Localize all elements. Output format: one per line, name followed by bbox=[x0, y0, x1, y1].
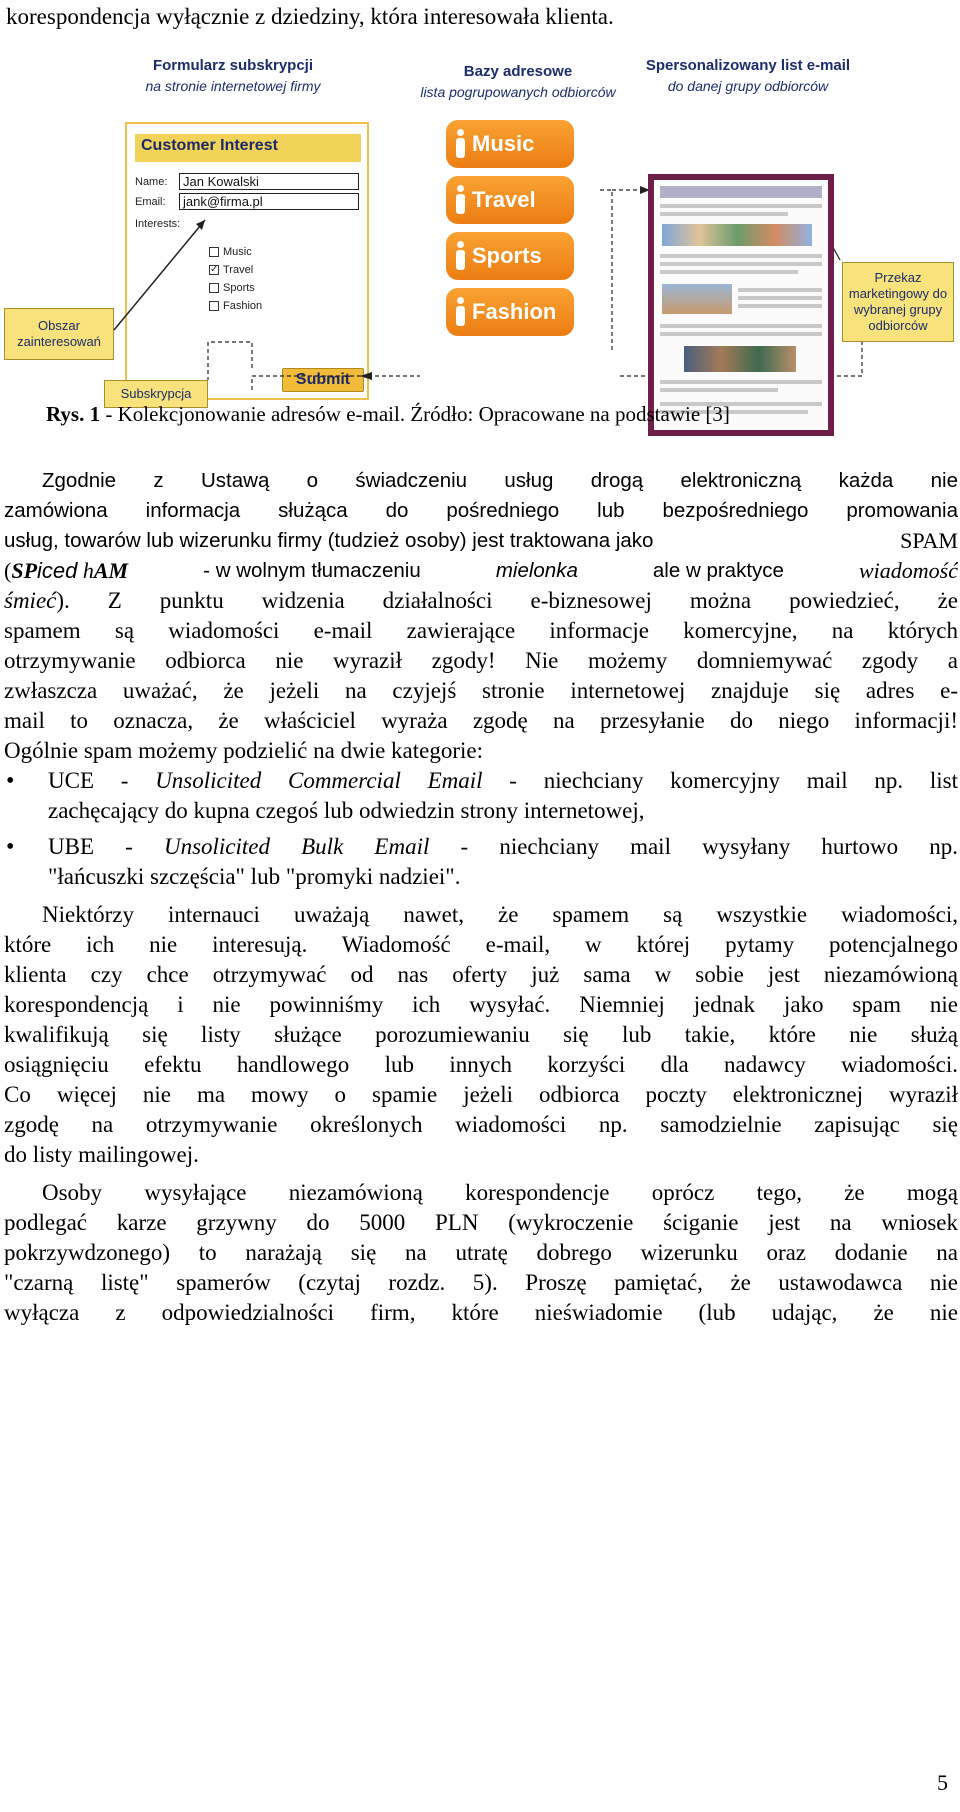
text-line: spamem są wiadomości e-mail zawierające informacje komercyjne, na których bbox=[4, 618, 958, 643]
text-line: podlegać karze grzywny do 5000 PLN (wykroczenie ściganie jest na wniosek bbox=[4, 1210, 958, 1235]
name-label: Name: bbox=[135, 176, 168, 188]
photo-strip-icon bbox=[684, 346, 796, 372]
person-icon bbox=[454, 129, 467, 159]
header-letter-sub: do danej grupy odbiorców bbox=[667, 78, 829, 94]
callout-area: Obszar zainteresowań bbox=[4, 308, 114, 360]
person-icon bbox=[454, 185, 467, 215]
text-line: zwłaszcza uważać, że jeżeli na czyjejś stronie internetowej znajduje się adres e- bbox=[4, 678, 958, 703]
list-item-cont: "łańcuszki szczęścia" lub "promyki nadziei". bbox=[48, 864, 461, 889]
text-line: osiągnięciu efektu handlowego lub innych korzyści dla nadawcy wiadomości. bbox=[4, 1052, 958, 1077]
text-line: korespondencja wyłącznie z dziedziny, która interesowała klienta. bbox=[6, 4, 614, 29]
text-line: wyłącza z odpowiedzialności firm, które nieświadomie (lub udając, że nie bbox=[4, 1300, 958, 1325]
text-line: "czarną listę" spamerów (czytaj rozdz. 5). Proszę pamiętać, że ustawodawca nie bbox=[4, 1270, 958, 1295]
caption-text: - Kolekcjonowanie adresów e-mail. Źródło: Opracowane na podstawie [3] bbox=[100, 402, 730, 426]
callout-marketing: Przekaz marketingowy do wybranej grupy odbiorców bbox=[842, 262, 954, 342]
figure-caption bbox=[46, 400, 926, 428]
text-line: śmieć ). Z punktu widzenia działalności e-biznesowej można powiedzieć, że bbox=[4, 588, 958, 613]
text-line: klienta czy chce otrzymywać od nas oferty już sama w sobie jest niezamówioną bbox=[4, 962, 958, 987]
callout-subscription: Subskrypcja bbox=[104, 380, 208, 408]
category-music: Music bbox=[446, 120, 574, 168]
header-form-title: Formularz subskrypcji bbox=[152, 57, 314, 74]
text-line: zamówiona informacja służąca do pośredniego lub bezpośredniego promowania bbox=[4, 499, 958, 522]
caption-label: Rys. 1 bbox=[46, 402, 101, 426]
checkbox-label: Travel bbox=[223, 264, 254, 276]
text-line: zgodę na otrzymywanie określonych wiadomości np. samodzielnie zapisując się bbox=[4, 1112, 958, 1137]
checkbox-label: Sports bbox=[223, 282, 255, 294]
text-line: Ogólnie spam możemy podzielić na dwie kategorie: bbox=[4, 738, 484, 763]
list-item-cont: zachęcający do kupna czegoś lub odwiedzin strony internetowej, bbox=[48, 798, 645, 823]
text-line: Niektórzy internauci uważają nawet, że spamem są wszystkie wiadomości, bbox=[42, 902, 958, 927]
name-field[interactable]: Jan Kowalski bbox=[179, 173, 359, 190]
form-title: Customer Interest bbox=[135, 134, 361, 162]
person-icon bbox=[454, 241, 467, 271]
text-line: kwalifikują się listy służące porozumiewaniu się lub takie, które nie służą bbox=[4, 1022, 958, 1047]
text-line: do listy mailingowej. bbox=[4, 1142, 199, 1167]
email-letter-thumbnail bbox=[648, 174, 834, 436]
person-icon bbox=[454, 297, 467, 327]
bullet-icon: • bbox=[6, 768, 15, 794]
bullet-icon: • bbox=[6, 834, 15, 860]
text-line: Co więcej nie ma mowy o spamie jeżeli odbiorca poczty elektronicznej wyraził bbox=[4, 1082, 958, 1107]
interests-label: Interests: bbox=[135, 218, 181, 230]
text-line: mail to oznacza, że właściciel wyraża zgodę na przesyłanie do niego informacji! bbox=[4, 708, 958, 733]
text-line: Osoby wysyłające niezamówioną korespondencje oprócz tego, że mogą bbox=[42, 1180, 958, 1205]
header-db-title: Bazy adresowe bbox=[463, 63, 573, 80]
text-line: (SPiced hAM - w wolnym tłumaczeniu mielonka ale w praktyce wiadomość bbox=[4, 558, 958, 583]
text-line: które ich nie interesują. Wiadomość e-mail, w której pytamy potencjalnego bbox=[4, 932, 958, 957]
submit-button[interactable]: Submit bbox=[282, 368, 364, 392]
text-line: pokrzywdzonego) to narażają się na utratę dobrego wizerunku oraz dodanie na bbox=[4, 1240, 958, 1265]
email-field[interactable]: jank@firma.pl bbox=[179, 193, 359, 210]
header-letter-title: Spersonalizowany list e-mail bbox=[645, 57, 851, 74]
checkbox-label: Music bbox=[223, 246, 252, 258]
category-fashion: Fashion bbox=[446, 288, 574, 336]
checkmark-icon: ✓ bbox=[210, 264, 219, 275]
checkbox-label: Fashion bbox=[223, 300, 263, 312]
category-sports: Sports bbox=[446, 232, 574, 280]
category-travel: Travel bbox=[446, 176, 574, 224]
list-item: UCE - Unsolicited Commercial Email - niechciany komercyjny mail np. list bbox=[48, 768, 958, 793]
header-form-sub: na stronie internetowej firmy bbox=[145, 78, 321, 94]
figure bbox=[0, 50, 960, 401]
list-item: UBE - Unsolicited Bulk Email - niechciany mail wysyłany hurtowo np. bbox=[48, 834, 958, 859]
text-line: Zgodnie z Ustawą o świadczeniu usług drogą elektroniczną każda nie bbox=[42, 469, 958, 492]
page-number: 5 bbox=[937, 1770, 948, 1795]
text-line: otrzymywanie odbiorca nie wyraził zgody! Nie możemy domniemywać zgody a bbox=[4, 648, 958, 673]
photo-icon bbox=[662, 284, 732, 314]
text-line: usług, towarów lub wizerunku firmy (tudzież osoby) jest traktowana jako SPAM bbox=[4, 528, 958, 553]
email-label: Email: bbox=[135, 196, 166, 208]
photo-strip-icon bbox=[662, 224, 812, 246]
text-line: korespondencją i nie powinniśmy ich wysyłać. Niemniej jednak jako spam nie bbox=[4, 992, 958, 1017]
header-db-sub: lista pogrupowanych odbiorców bbox=[420, 84, 616, 100]
